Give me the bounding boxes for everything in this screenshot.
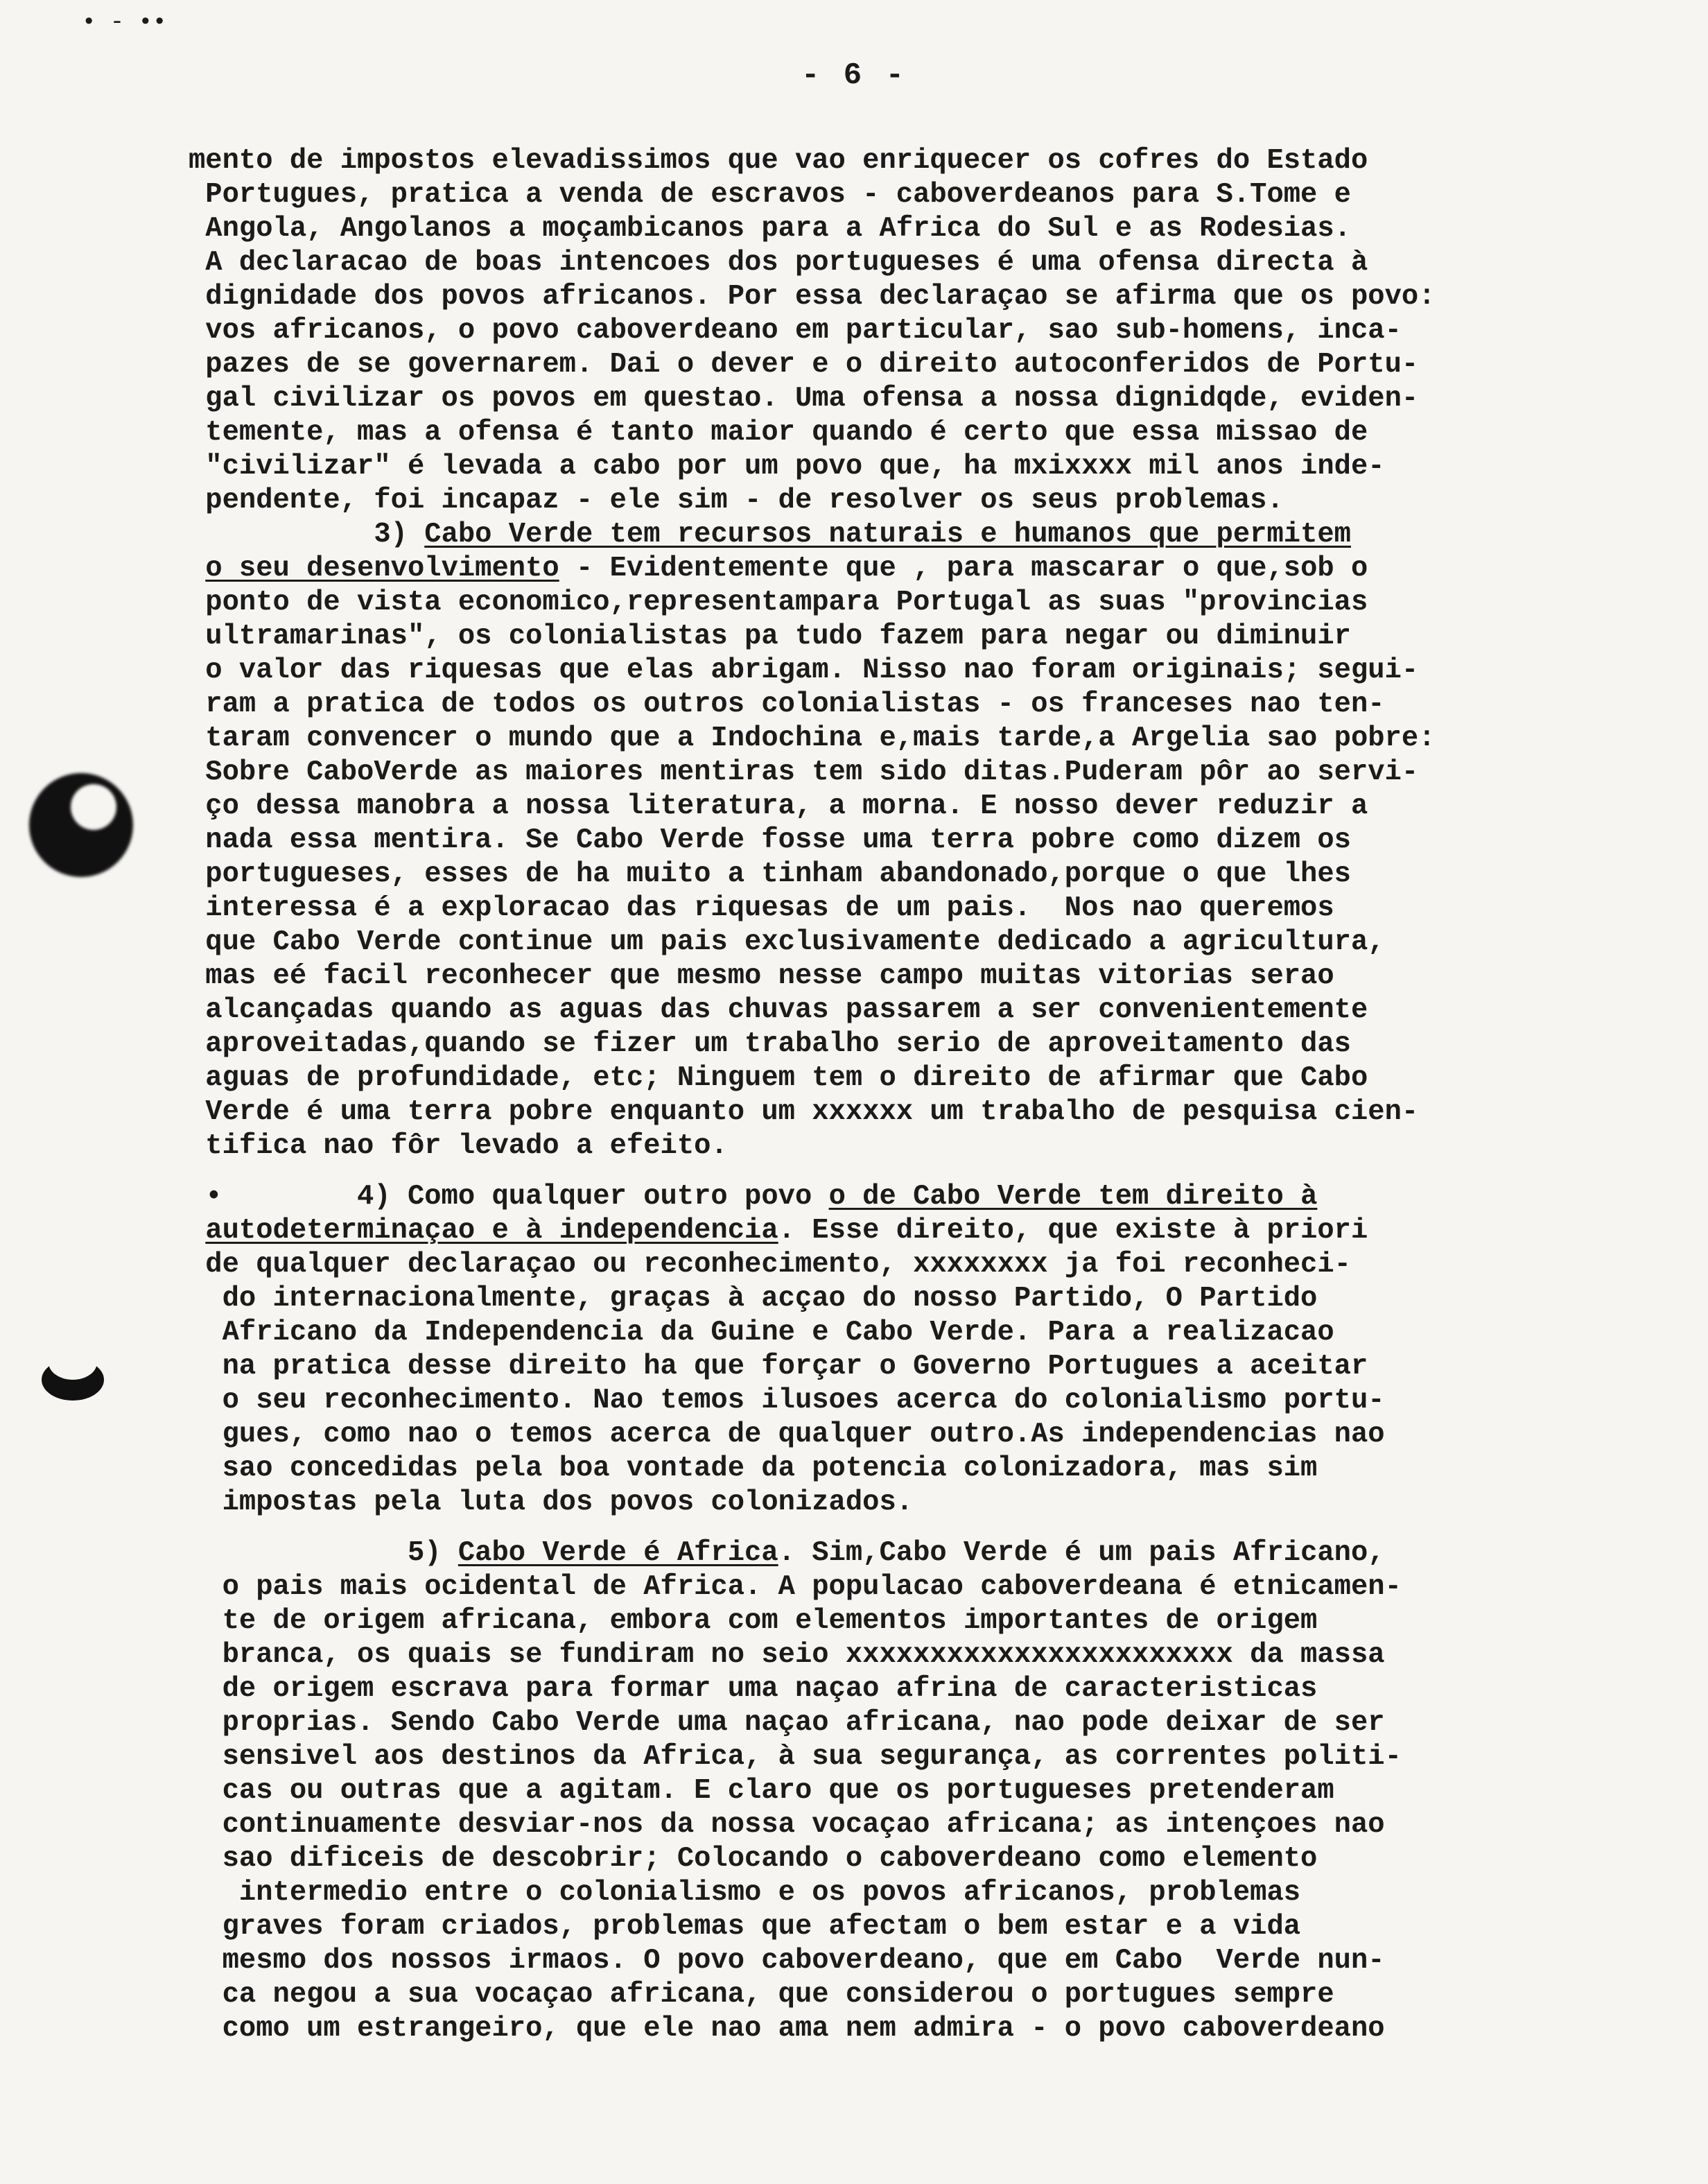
text-segment: . Sim,Cabo Verde é um pais Africano, <box>778 1537 1385 1569</box>
text-line <box>189 1248 1651 1282</box>
text-segment: impostas pela luta dos povos colonizados. <box>189 1487 914 1518</box>
text-line <box>189 1876 1651 1910</box>
text-line <box>189 688 1651 722</box>
text-segment: proprias. Sendo Cabo Verde uma naçao africana, nao pode deixar de ser <box>189 1707 1385 1739</box>
text-segment: que Cabo Verde continue um pais exclusivamente dedicado a agricultura, <box>189 926 1385 958</box>
text-segment: temente, mas a ofensa é tanto maior quando é certo que essa missao de <box>189 417 1368 449</box>
text-line <box>189 1706 1651 1740</box>
text-segment <box>189 553 205 584</box>
text-segment: nada essa mentira. Se Cabo Verde fosse uma terra pobre como dizem os <box>189 824 1351 856</box>
text-segment: ponto de vista economico,representampara Portugal as suas "provincias <box>189 587 1368 618</box>
text-line <box>189 348 1651 382</box>
text-segment: graves foram criados, problemas que afectam o bem estar e a vida <box>189 1911 1301 1943</box>
text-segment: gues, como nao o temos acerca de qualquer outro.As independencias nao <box>189 1419 1385 1450</box>
text-line <box>189 654 1651 688</box>
text-line <box>189 892 1651 926</box>
text-segment: vos africanos, o povo caboverdeano em particular, sao sub-homens, inca- <box>189 315 1402 347</box>
underlined-phrase: Cabo Verde é Africa <box>458 1537 778 1569</box>
text-line <box>189 926 1651 960</box>
text-line <box>189 1536 1651 1570</box>
text-segment: tifica nao fôr levado a efeito. <box>189 1130 728 1162</box>
text-segment: interessa é a exploracao das riquesas de um pais. Nos nao queremos <box>189 892 1334 924</box>
text-segment: de origem escrava para formar uma naçao afrina de caracteristicas <box>189 1673 1318 1705</box>
text-segment: ram a pratica de todos os outros colonialistas - os franceses nao ten- <box>189 688 1385 720</box>
ink-blot-left-upper <box>29 773 133 877</box>
text-line <box>189 314 1651 348</box>
text-segment: de qualquer declaraçao ou reconhecimento, xxxxxxxx ja foi reconheci- <box>189 1249 1351 1281</box>
text-segment: aguas de profundidade, etc; Ninguem tem o direito de afirmar que Cabo <box>189 1062 1368 1094</box>
text-segment: pazes de se governarem. Dai o dever e o direito autoconferidos de Portu- <box>189 349 1419 381</box>
text-segment: o seu reconhecimento. Nao temos ilusoes acerca do colonialismo portu- <box>189 1385 1385 1416</box>
text-segment <box>189 1215 205 1247</box>
underlined-phrase: autodeterminaçao e à independencia <box>205 1215 778 1247</box>
text-segment: o pais mais ocidental de Africa. A populacao caboverdeana é etnicamen- <box>189 1571 1402 1603</box>
text-segment: na pratica desse direito ha que forçar o Governo Portugues a aceitar <box>189 1351 1368 1383</box>
underlined-phrase: Cabo Verde tem recursos naturais e humanos que permitem <box>424 519 1351 551</box>
text-segment: Sobre CaboVerde as maiores mentiras tem sido ditas.Puderam pôr ao servi- <box>189 756 1419 788</box>
text-segment: o valor das riquesas que elas abrigam. Nisso nao foram originais; segui- <box>189 655 1419 686</box>
text-line <box>189 1978 1651 2012</box>
text-segment: taram convencer o mundo que a Indochina e,mais tarde,a Argelia sao pobre: <box>189 722 1436 754</box>
ink-blot-left-lower <box>42 1359 104 1401</box>
text-segment: te de origem africana, embora com elementos importantes de origem <box>189 1605 1318 1637</box>
text-line <box>189 1452 1651 1486</box>
text-segment: branca, os quais se fundiram no seio xxxxxxxxxxxxxxxxxxxxxxx da massa <box>189 1639 1385 1671</box>
text-line <box>189 858 1651 892</box>
text-segment: ultramarinas", os colonialistas pa tudo fazem para negar ou diminuir <box>189 621 1351 652</box>
text-segment: intermedio entre o colonialismo e os povos africanos, problemas <box>189 1877 1301 1909</box>
text-segment: mas eé facil reconhecer que mesmo nesse campo muitas vitorias serao <box>189 960 1334 992</box>
text-line <box>189 1214 1651 1248</box>
text-line <box>189 1910 1651 1944</box>
text-line <box>189 1740 1651 1774</box>
text-segment: continuamente desviar-nos da nossa vocaçao africana; as intençoes nao <box>189 1809 1385 1841</box>
text-line <box>189 960 1651 994</box>
text-line <box>189 450 1651 484</box>
text-segment: Verde é uma terra pobre enquanto um xxxxxx um trabalho de pesquisa cien- <box>189 1096 1419 1128</box>
text-segment: Angola, Angolanos a moçambicanos para a Africa do Sul e as Rodesias. <box>189 213 1351 245</box>
text-line <box>189 1842 1651 1876</box>
text-line <box>189 790 1651 824</box>
text-line <box>189 1282 1651 1316</box>
text-line <box>189 518 1651 552</box>
text-segment: 3) <box>189 519 425 551</box>
text-segment: • 4) Como qualquer outro povo <box>189 1181 829 1213</box>
underlined-phrase: o seu desenvolvimento <box>205 553 559 584</box>
paragraph-gap <box>189 1520 1651 1536</box>
text-segment: 5) <box>189 1537 458 1569</box>
text-line <box>189 1808 1651 1842</box>
text-segment: sao dificeis de descobrir; Colocando o caboverdeano como elemento <box>189 1843 1318 1875</box>
text-segment: gal civilizar os povos em questao. Uma ofensa a nossa dignidqde, eviden- <box>189 383 1419 415</box>
text-line <box>189 586 1651 620</box>
text-line <box>189 1604 1651 1638</box>
text-line <box>189 1180 1651 1214</box>
text-line <box>189 1129 1651 1163</box>
text-segment: A declaracao de boas intencoes dos portugueses é uma ofensa directa à <box>189 247 1368 279</box>
text-line <box>189 722 1651 756</box>
text-segment: sensivel aos destinos da Africa, à sua segurança, as correntes politi- <box>189 1741 1402 1773</box>
text-line <box>189 280 1651 314</box>
text-segment: pendente, foi incapaz - ele sim - de resolver os seus problemas. <box>189 485 1284 517</box>
text-segment: dignidade dos povos africanos. Por essa declaraçao se afirma que os povo: <box>189 281 1436 313</box>
text-line <box>189 1672 1651 1706</box>
text-line <box>189 1570 1651 1604</box>
text-segment: cas ou outras que a agitam. E claro que os portugueses pretenderam <box>189 1775 1334 1807</box>
text-segment: mento de impostos elevadissimos que vao enriquecer os cofres do Estado <box>189 145 1368 177</box>
text-segment: sao concedidas pela boa vontade da potencia colonizadora, mas sim <box>189 1453 1318 1484</box>
text-segment: como um estrangeiro, que ele nao ama nem admira - o povo caboverdeano <box>189 2013 1385 2045</box>
text-segment: Africano da Independencia da Guine e Cabo Verde. Para a realizacao <box>189 1317 1334 1349</box>
text-line <box>189 1774 1651 1808</box>
underlined-phrase: o de Cabo Verde tem direito à <box>828 1181 1318 1213</box>
text-line <box>189 212 1651 246</box>
text-line <box>189 994 1651 1028</box>
body-text <box>189 144 1651 2046</box>
text-segment: alcançadas quando as aguas das chuvas passarem a ser convenientemente <box>189 994 1368 1026</box>
text-line <box>189 1095 1651 1129</box>
text-line <box>189 246 1651 280</box>
text-segment: . Esse direito, que existe à priori <box>778 1215 1368 1247</box>
page-number: - 6 - <box>801 58 907 93</box>
text-segment: do internacionalmente, graças à acçao do nosso Partido, O Partido <box>189 1283 1318 1315</box>
text-segment: mesmo dos nossos irmaos. O povo caboverdeano, que em Cabo Verde nun- <box>189 1945 1385 1977</box>
text-line <box>189 824 1651 858</box>
text-segment: aproveitadas,quando se fizer um trabalho serio de aproveitamento das <box>189 1028 1351 1060</box>
text-segment: "civilizar" é levada a cabo por um povo que, ha mxixxxx mil anos inde- <box>189 451 1385 483</box>
text-line <box>189 1384 1651 1418</box>
text-line <box>189 382 1651 416</box>
text-line <box>189 416 1651 450</box>
text-line <box>189 1944 1651 1978</box>
text-line <box>189 2012 1651 2046</box>
paragraph-gap <box>189 1163 1651 1180</box>
header-marks: • - •• <box>82 10 167 36</box>
text-line <box>189 484 1651 518</box>
text-line <box>189 144 1651 178</box>
text-line <box>189 1061 1651 1095</box>
text-line <box>189 620 1651 654</box>
text-line <box>189 1638 1651 1672</box>
text-segment: portugueses, esses de ha muito a tinham abandonado,porque o que lhes <box>189 858 1351 890</box>
text-segment: Portugues, pratica a venda de escravos - caboverdeanos para S.Tome e <box>189 179 1351 211</box>
text-line <box>189 178 1651 212</box>
text-line <box>189 756 1651 790</box>
text-segment: ço dessa manobra a nossa literatura, a morna. E nosso dever reduzir a <box>189 790 1368 822</box>
text-line <box>189 1486 1651 1520</box>
text-line <box>189 1316 1651 1350</box>
text-segment: ca negou a sua vocaçao africana, que considerou o portugues sempre <box>189 1979 1334 2011</box>
text-line <box>189 1028 1651 1061</box>
text-line <box>189 552 1651 586</box>
text-line <box>189 1350 1651 1384</box>
text-segment: - Evidentemente que , para mascarar o que,sob o <box>559 553 1368 584</box>
text-line <box>189 1418 1651 1452</box>
